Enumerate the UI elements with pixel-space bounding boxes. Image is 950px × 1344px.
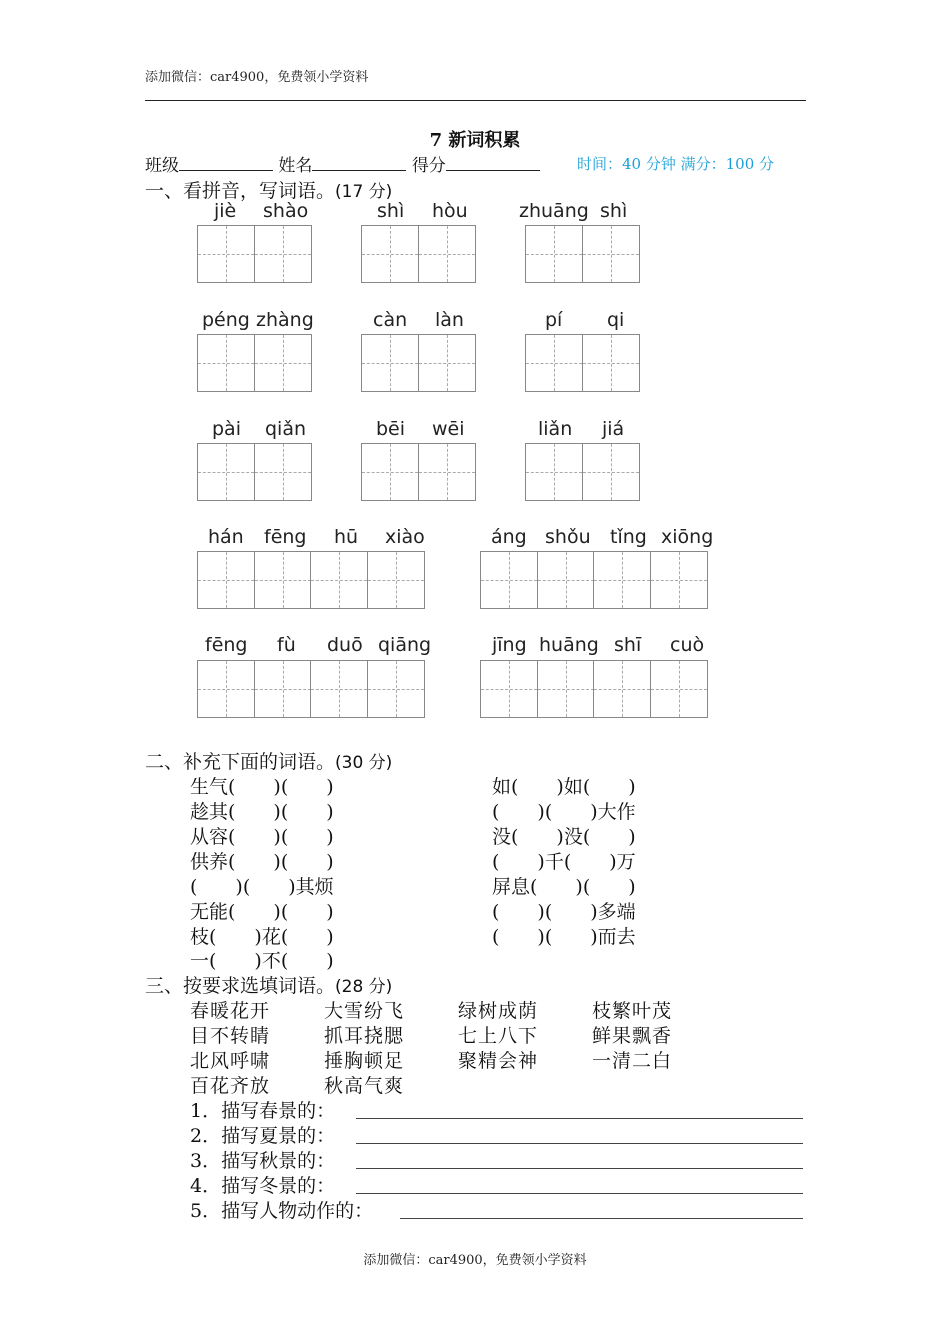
writing-cell[interactable] [197, 225, 255, 283]
writing-cell[interactable] [254, 443, 312, 501]
question-label: 5．描写人物动作的： [190, 1200, 374, 1222]
word-option: 百花齐放 [190, 1075, 271, 1097]
writing-cell[interactable] [480, 551, 538, 609]
page-title: 7 新词积累 [429, 130, 521, 151]
fill-item: 枝( )花( ) [190, 926, 334, 948]
pinyin: hòu [432, 200, 468, 222]
fill-item: ( )( )多端 [492, 901, 636, 923]
word-option: 北风呼啸 [190, 1050, 271, 1072]
answer-line[interactable] [356, 1168, 803, 1169]
writing-cell[interactable] [525, 443, 583, 501]
fill-item: 一( )不( ) [190, 950, 334, 972]
pinyin: shào [263, 200, 309, 222]
writing-cell[interactable] [361, 443, 419, 501]
answer-line[interactable] [356, 1193, 803, 1194]
word-option: 鲜果飘香 [592, 1025, 673, 1047]
score-label: 得分 [411, 156, 446, 176]
name-blank [312, 156, 406, 171]
word-option: 聚精会神 [458, 1050, 539, 1072]
writing-grid[interactable] [525, 225, 638, 283]
section2-points: (30 分) [335, 753, 393, 773]
fill-item: ( )千( )万 [492, 851, 636, 873]
writing-grid[interactable] [197, 334, 310, 392]
question-label: 3．描写秋景的： [190, 1150, 336, 1172]
writing-grid[interactable] [525, 443, 638, 501]
writing-cell[interactable] [367, 551, 425, 609]
pinyin: hū [334, 526, 359, 548]
header-rule [145, 100, 806, 101]
section3-heading [145, 971, 392, 998]
fill-item: 没( )没( ) [492, 826, 636, 848]
word-option: 捶胸顿足 [324, 1050, 405, 1072]
pinyin: wēi [432, 418, 465, 440]
fill-item: 无能( )( ) [190, 901, 334, 923]
pinyin: jiá [602, 418, 625, 440]
pinyin: shì [600, 200, 628, 222]
pinyin: càn [373, 309, 408, 331]
writing-cell[interactable] [361, 225, 419, 283]
writing-cell[interactable] [480, 660, 538, 718]
time-info: 时间：40 分钟 满分：100 分 [577, 155, 775, 173]
pinyin: qiǎn [265, 418, 307, 440]
pinyin: liǎn [538, 418, 573, 440]
header-promo: 添加微信：car4900，免费领小学资料 [145, 70, 369, 85]
writing-grid[interactable] [197, 660, 423, 718]
writing-grid[interactable] [361, 443, 474, 501]
name-label: 姓名 [278, 156, 313, 176]
fill-item: 生气( )( ) [190, 776, 334, 798]
pinyin: áng [491, 526, 527, 548]
section2-title: 二、补充下面的词语。 [145, 751, 336, 773]
pinyin: pài [212, 418, 241, 440]
answer-line[interactable] [400, 1218, 803, 1219]
writing-cell[interactable] [537, 551, 595, 609]
writing-cell[interactable] [593, 551, 651, 609]
writing-cell[interactable] [650, 660, 708, 718]
pinyin: qi [607, 309, 625, 331]
word-option: 绿树成荫 [458, 1000, 539, 1022]
word-option: 目不转睛 [190, 1025, 271, 1047]
writing-cell[interactable] [197, 551, 255, 609]
writing-cell[interactable] [254, 660, 312, 718]
writing-cell[interactable] [254, 225, 312, 283]
fill-item: 从容( )( ) [190, 826, 334, 848]
writing-cell[interactable] [254, 334, 312, 392]
question-label: 1．描写春景的： [190, 1100, 336, 1122]
word-option: 抓耳挠腮 [324, 1025, 405, 1047]
pinyin: hán [208, 526, 244, 548]
writing-grid[interactable] [480, 551, 706, 609]
pinyin: bēi [376, 418, 406, 440]
writing-cell[interactable] [582, 443, 640, 501]
pinyin: shī [614, 634, 642, 656]
writing-cell[interactable] [525, 334, 583, 392]
writing-cell[interactable] [310, 660, 368, 718]
word-option: 大雪纷飞 [324, 1000, 405, 1022]
class-label: 班级 [145, 156, 179, 176]
writing-cell[interactable] [254, 551, 312, 609]
question-label: 4．描写冬景的： [190, 1175, 336, 1197]
fill-item: 如( )如( ) [492, 776, 636, 798]
writing-cell[interactable] [418, 334, 476, 392]
section2-heading [145, 747, 392, 774]
writing-cell[interactable] [582, 334, 640, 392]
pinyin: duō [327, 634, 363, 656]
writing-cell[interactable] [525, 225, 583, 283]
word-option: 枝繁叶茂 [592, 1000, 673, 1022]
pinyin: zhuāng [519, 200, 589, 222]
pinyin: làn [435, 309, 464, 331]
writing-cell[interactable] [593, 660, 651, 718]
word-option: 秋高气爽 [324, 1075, 405, 1097]
pinyin: xiōng [661, 526, 714, 548]
section1-heading [145, 176, 392, 203]
writing-cell[interactable] [537, 660, 595, 718]
pinyin: fēng [205, 634, 248, 656]
word-option: 七上八下 [458, 1025, 539, 1047]
writing-cell[interactable] [310, 551, 368, 609]
answer-line[interactable] [356, 1143, 803, 1144]
answer-line[interactable] [356, 1118, 803, 1119]
pinyin: fù [277, 634, 296, 656]
pinyin: huāng [539, 634, 599, 656]
section3-points: (28 分) [335, 977, 393, 997]
fill-item: ( )( )其烦 [190, 876, 334, 898]
pinyin: tǐng [610, 526, 647, 548]
writing-grid[interactable] [361, 334, 474, 392]
writing-cell[interactable] [582, 225, 640, 283]
info-line [145, 151, 540, 176]
fill-item: ( )( )而去 [492, 926, 636, 948]
pinyin: zhàng [256, 309, 314, 331]
writing-cell[interactable] [650, 551, 708, 609]
word-option: 一清二白 [592, 1050, 673, 1072]
writing-grid[interactable] [361, 225, 474, 283]
fill-item: 供养( )( ) [190, 851, 334, 873]
writing-grid[interactable] [480, 660, 706, 718]
pinyin: jiè [214, 200, 237, 222]
writing-cell[interactable] [367, 660, 425, 718]
writing-grid[interactable] [197, 551, 423, 609]
fill-item: ( )( )大作 [492, 801, 636, 823]
pinyin: jīng [492, 634, 527, 656]
question-label: 2．描写夏景的： [190, 1125, 336, 1147]
writing-cell[interactable] [197, 334, 255, 392]
fill-item: 屏息( )( ) [492, 876, 636, 898]
pinyin: shì [377, 200, 405, 222]
pinyin: shǒu [545, 526, 591, 548]
writing-cell[interactable] [197, 443, 255, 501]
writing-cell[interactable] [197, 660, 255, 718]
footer-promo: 添加微信：car4900，免费领小学资料 [363, 1253, 587, 1268]
fill-item: 趁其( )( ) [190, 801, 334, 823]
class-blank [179, 156, 273, 171]
pinyin: pí [545, 309, 563, 331]
section1-points: (17 分) [335, 182, 393, 202]
pinyin: péng [202, 309, 250, 331]
section1-title: 一、看拼音，写词语。 [145, 180, 336, 202]
writing-cell[interactable] [418, 225, 476, 283]
writing-grid[interactable] [525, 334, 638, 392]
pinyin: xiào [385, 526, 425, 548]
writing-cell[interactable] [361, 334, 419, 392]
writing-grid[interactable] [197, 225, 310, 283]
writing-cell[interactable] [418, 443, 476, 501]
pinyin: qiāng [378, 634, 432, 656]
word-option: 春暖花开 [190, 1000, 271, 1022]
section3-title: 三、按要求选填词语。 [145, 975, 336, 997]
score-blank [446, 156, 540, 171]
pinyin: cuò [670, 634, 705, 656]
writing-grid[interactable] [197, 443, 310, 501]
pinyin: fēng [264, 526, 307, 548]
